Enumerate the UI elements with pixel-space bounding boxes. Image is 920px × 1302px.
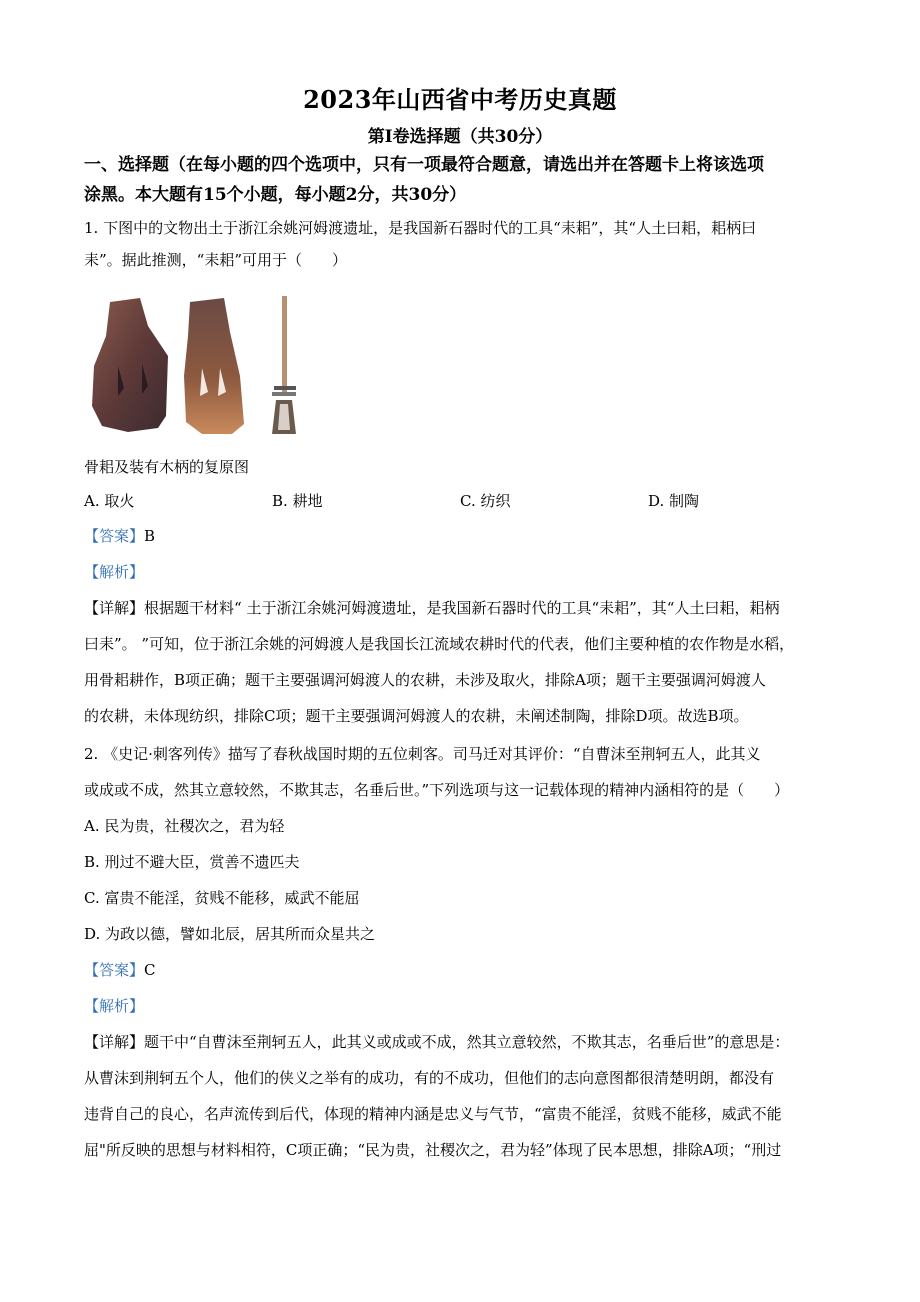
q1-option-d: D. 制陶 <box>648 492 700 510</box>
q1-detail-text-1: 根据题干材料“ 土于浙江余姚河姆渡遗址，是我国新石器时代的工具“耒耜”，其“人土曰耜，耜柄 <box>144 599 780 617</box>
detail-tag: 【详解】 <box>84 599 145 617</box>
q1-option-b: B. 耕地 <box>272 492 323 510</box>
section-instructions <box>84 150 844 210</box>
answer-tag: 【答案】 <box>84 527 145 545</box>
analysis-tag: 【解析】 <box>84 997 145 1015</box>
answer-tag: 【答案】 <box>84 961 145 979</box>
restored-plow-with-handle <box>272 296 296 434</box>
q1-detail-line-3: 用骨耜耕作，B项正确；题干主要强调河姆渡人的农耕，未涉及取火，排除A项；题干主要强调河姆渡人 <box>84 671 766 689</box>
page-title: 2023年山西省中考历史真题 <box>303 85 617 114</box>
q2-option-d: D. 为政以德，譬如北辰，居其所而众星共之 <box>84 925 376 943</box>
q2-answer-value: C <box>144 961 156 979</box>
q2-option-b: B. 刑过不避大臣，赏善不遗匹夫 <box>84 853 300 871</box>
bone-plow-left <box>92 298 168 432</box>
section-line-1: 一、选择题（在每小题的四个选项中，只有一项最符合题意，请选出并在答题卡上将该选项 <box>84 155 764 175</box>
q2-detail-line-2: 从曹沫到荆轲五个人，他们的侠义之举有的成功，有的不成功，但他们的志向意图都很清楚明朗，都没有 <box>84 1069 775 1087</box>
bone-plow-figure <box>88 296 308 444</box>
bone-plow-right <box>184 298 244 434</box>
q2-stem-line-2: 或成或不成，然其立意较然，不欺其志，名垂后世。”下列选项与这一记载体现的精神内涵相符的是（ ） <box>84 781 790 799</box>
q2-detail-line-3: 违背自己的良心，名声流传到后代，体现的精神内涵是忠义与气节，“富贵不能淫，贫贱不能移，威武不能 <box>84 1105 782 1123</box>
q2-detail-line-4: 屈"所反映的思想与材料相符，C项正确；“民为贵，社稷次之，君为轻”体现了民本思想，排除A项；“刑过 <box>84 1141 782 1159</box>
q1-detail-line-2: 曰耒”。 ”可知，位于浙江余姚的河姆渡人是我国长江流域农耕时代的代表，他们主要种植的农作物是水稻， <box>84 635 795 653</box>
q1-detail-line-4: 的农耕，未体现纺织，排除C项；题干主要强调河姆渡人的农耕，未阐述制陶，排除D项。故选B项。 <box>84 707 749 725</box>
part-heading: 第I卷选择题（共30分） <box>367 127 553 147</box>
q1-stem-line-2: 耒”。据此推测，“耒耜”可用于（ ） <box>84 251 348 269</box>
q1-answer-value: B <box>144 527 156 545</box>
section-line-2: 涂黑。本大题有15个小题，每小题2分，共30分） <box>84 185 467 205</box>
analysis-tag: 【解析】 <box>84 563 145 581</box>
q2-stem-line-1: 2. 《史记·刺客列传》描写了春秋战国时期的五位刺客。司马迁对其评价：“自曹沫至荆轲五人，此其义 <box>84 745 761 763</box>
q2-analysis-heading <box>84 996 850 1016</box>
q2-detail-text-1: 题干中“自曹沫至荆轲五人，此其义或成或不成，然其立意较然，不欺其志，名垂后世”的意思是： <box>144 1033 790 1051</box>
q1-stem-line-1: 1. 下图中的文物出土于浙江余姚河姆渡遗址，是我国新石器时代的工具“耒耜”，其“人土曰耜，耜柄曰 <box>84 219 757 237</box>
q1-answer <box>84 526 850 546</box>
q2-option-c: C. 富贵不能淫，贫贱不能移，威武不能屈 <box>84 889 360 907</box>
q2-option-a: A. 民为贵，社稷次之，君为轻 <box>84 817 285 835</box>
q1-analysis-heading <box>84 562 850 582</box>
q2-detail-line-1 <box>84 1032 850 1052</box>
detail-tag: 【详解】 <box>84 1033 145 1051</box>
q1-option-a: A. 取火 <box>84 492 135 510</box>
q2-answer <box>84 960 850 980</box>
q1-options <box>84 490 844 512</box>
q1-option-c: C. 纺织 <box>460 492 511 510</box>
figure-caption: 骨耜及装有木柄的复原图 <box>84 458 250 476</box>
q1-detail-line-1 <box>84 598 850 618</box>
